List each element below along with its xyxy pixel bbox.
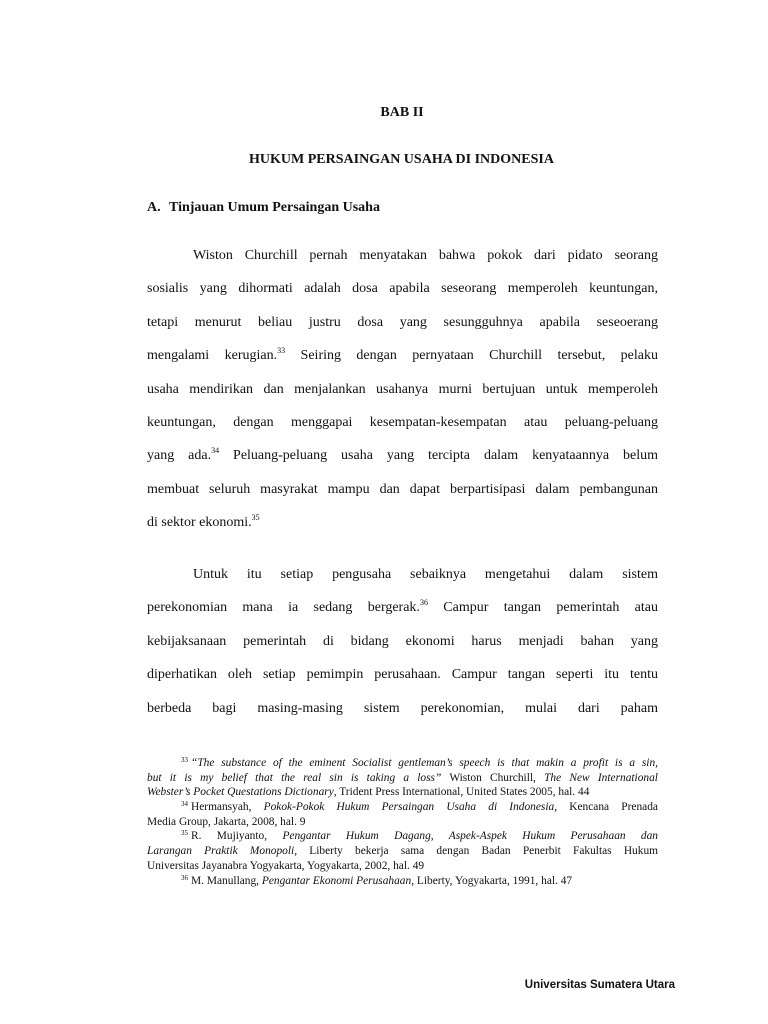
paragraph-line: keuntungan, dengan menggapai kesempatan-kesempatan atau peluang-peluang: [147, 414, 658, 430]
text-run: The New International: [544, 771, 658, 784]
paragraph-line: Wiston Churchill pernah menyatakan bahwa pokok dari pidato seorang: [193, 248, 658, 263]
text-run: Hermansyah,: [191, 801, 264, 814]
footnote-36: [147, 874, 658, 889]
footnote-line: Universitas Jayanabra Yogyakarta, Yogyakarta, 2002, hal. 49: [147, 859, 425, 872]
text-run: Pokok-Pokok Hukum Persaingan Usaha di Indonesia,: [263, 801, 558, 814]
paragraph-line: usaha mendirikan dan menjalankan usahanya murni bertujuan untuk memperoleh: [147, 381, 658, 397]
paragraph-2: [147, 566, 658, 733]
footnote-ref-35: 35: [251, 513, 260, 523]
text-run: Liberty bekerja sama dengan Badan Penerbit Fakultas Hukum: [297, 845, 659, 858]
section-number: A.: [147, 200, 161, 215]
footnote-ref-34: 34: [211, 446, 220, 456]
footer-institution: Universitas Sumatera Utara: [524, 979, 675, 991]
footnote-line: Media Group, Jakarta, 2008, hal. 9: [147, 815, 306, 828]
paragraph-line: [147, 447, 658, 480]
footnote-35: [147, 829, 658, 844]
text-run: Seiring dengan pernyataan Churchill tersebut, pelaku: [285, 348, 659, 364]
text-run: Wiston Churchill,: [441, 771, 545, 784]
text-run: Pengantar Hukum Dagang, Aspek-Aspek Hukum Perusahaan dan: [282, 830, 659, 843]
text-run: perekonomian mana ia sedang bergerak.: [147, 600, 420, 616]
text-run: Webster’s Pocket Questations Dictionary: [147, 786, 334, 799]
footnotes: [147, 756, 658, 888]
section-title: Tinjauan Umum Persaingan Usaha: [169, 200, 380, 215]
text-run: di sektor ekonomi.: [147, 515, 252, 531]
text-run: M. Manullang,: [191, 874, 262, 887]
paragraph-line: kebijaksanaan pemerintah di bidang ekonomi harus menjadi bahan yang: [147, 633, 658, 649]
text-run: but it is my belief that the real sin is taking a loss”: [147, 771, 442, 784]
footnote-line: [147, 771, 658, 786]
paragraph-line: [147, 599, 658, 632]
footnote-number: 33: [181, 756, 188, 764]
footnote-number: 35: [181, 829, 188, 838]
footnote-33: [147, 756, 658, 771]
text-run: Campur tangan pemerintah atau: [427, 600, 658, 616]
chapter-label: BAB II: [380, 105, 424, 120]
text-run: , Trident Press International, United States 2005, hal. 44: [333, 786, 590, 799]
footnote-34: [147, 800, 658, 815]
text-run: “The substance of the eminent Socialist gentleman’s speech is that makin a profit is a sin,: [191, 757, 658, 769]
paragraph-line: berbeda bagi masing-masing sistem perekonomian, mulai dari paham: [147, 700, 658, 716]
text-run: mengalami kerugian.: [147, 348, 278, 364]
paragraph-line: tetapi menurut beliau justru dosa yang sesungguhnya apabila seseoerang: [147, 314, 658, 330]
footnote-line: [147, 844, 658, 859]
text-run: Pengantar Ekonomi Perusahaan: [261, 874, 412, 887]
footnote-ref-33: 33: [277, 346, 286, 356]
text-run: R. Mujiyanto,: [191, 830, 283, 843]
chapter-title: HUKUM PERSAINGAN USAHA DI INDONESIA: [249, 152, 554, 167]
paragraph-line: diperhatikan oleh setiap pemimpin perusahaan. Campur tangan seperti itu tentu: [147, 667, 658, 683]
footnote-line: [147, 785, 658, 800]
text-run: Larangan Praktik Monopoli,: [147, 845, 298, 858]
paragraph-line: membuat seluruh masyrakat mampu dan dapat berpartisipasi dalam pembangunan: [147, 481, 658, 497]
footnote-ref-36: 36: [419, 598, 428, 608]
section-heading: [147, 200, 380, 216]
text-run: Kencana Prenada: [557, 801, 658, 814]
footnote-number: 36: [181, 873, 188, 882]
text-run: yang ada.: [147, 448, 212, 464]
footnote-number: 34: [181, 800, 188, 809]
paragraph-line: [147, 514, 658, 547]
paragraph-line: [147, 347, 658, 380]
paragraph-1: [147, 247, 658, 548]
paragraph-line: Untuk itu setiap pengusaha sebaiknya mengetahui dalam sistem: [193, 567, 658, 582]
paragraph-line: sosialis yang dihormati adalah dosa apabila seseorang memperoleh keuntungan,: [147, 281, 658, 297]
text-run: Peluang-peluang usaha yang tercipta dalam kenyataannya belum: [219, 448, 658, 464]
text-run: , Liberty, Yogyakarta, 1991, hal. 47: [411, 874, 573, 887]
